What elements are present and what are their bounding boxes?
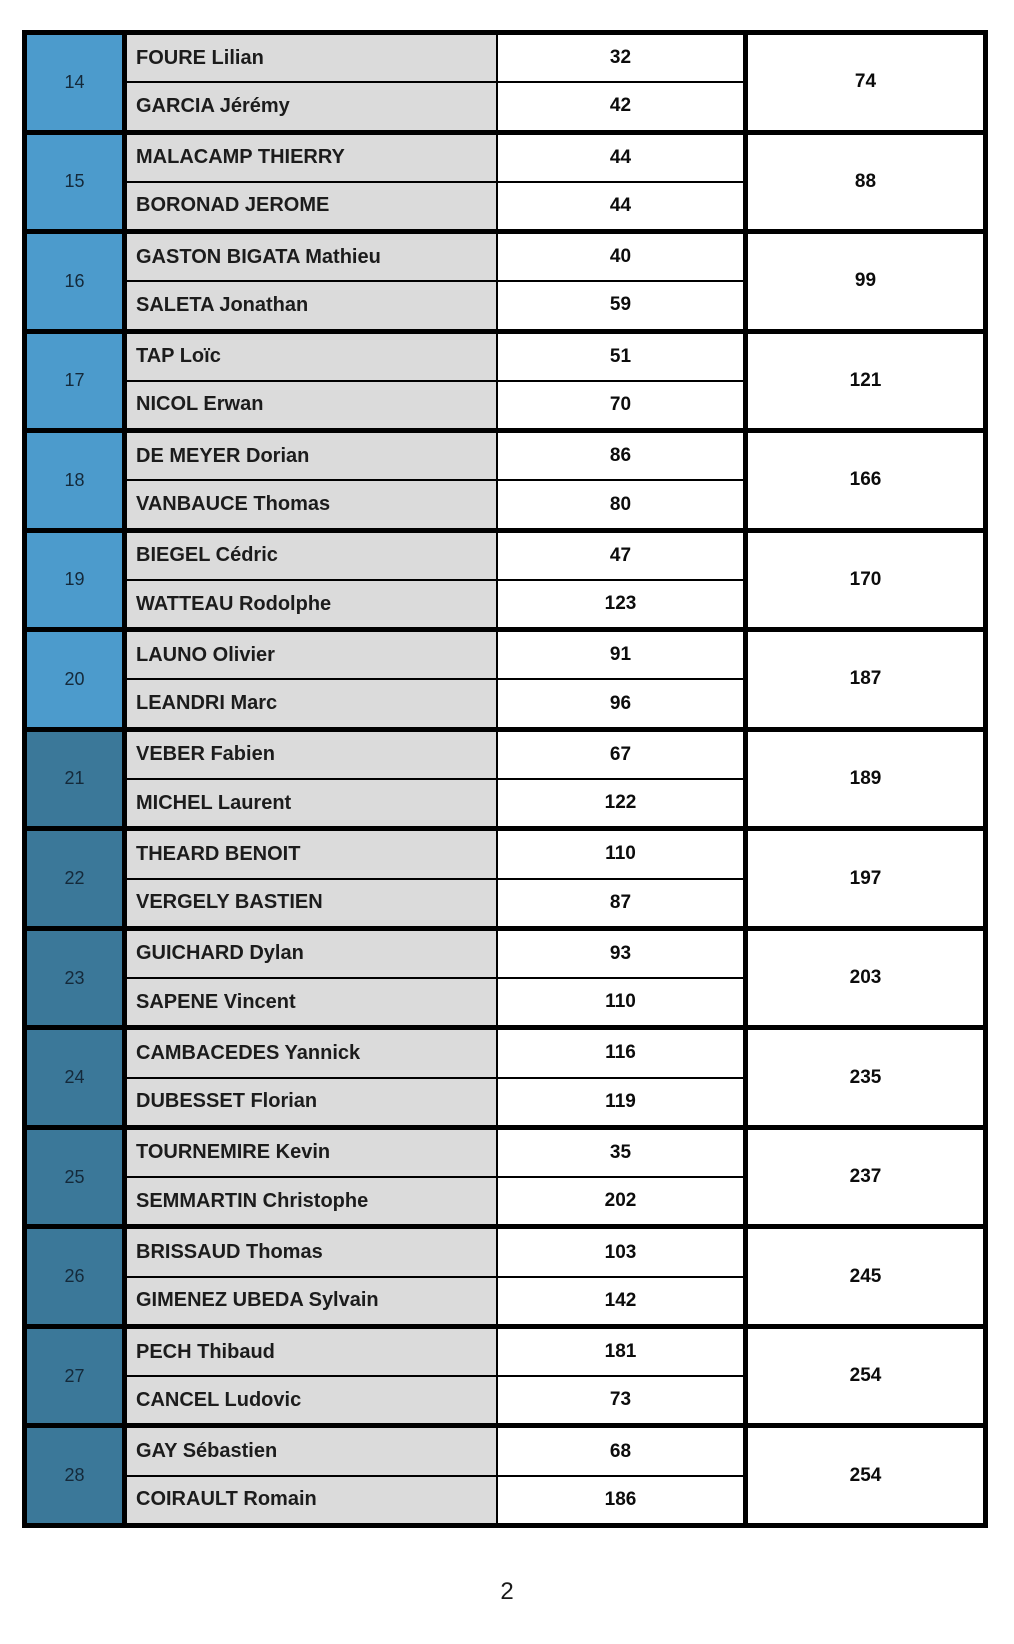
team-row-group — [27, 428, 983, 528]
team-row-group — [27, 627, 983, 727]
rank-cell: 17 — [27, 334, 127, 429]
player-row — [127, 732, 743, 780]
players-block — [127, 1428, 743, 1523]
player-score: 119 — [498, 1079, 743, 1125]
player-name: DUBESSET Florian — [127, 1079, 498, 1125]
team-row-group — [27, 528, 983, 628]
player-name: GASTON BIGATA Mathieu — [127, 234, 498, 280]
player-score: 186 — [498, 1477, 743, 1523]
players-block — [127, 433, 743, 528]
team-row-group — [27, 1125, 983, 1225]
players-block — [127, 831, 743, 926]
rank-cell: 22 — [27, 831, 127, 926]
players-block — [127, 732, 743, 827]
team-row-group — [27, 1224, 983, 1324]
players-block — [127, 135, 743, 230]
player-score: 42 — [498, 83, 743, 129]
player-name: MALACAMP THIERRY — [127, 135, 498, 181]
player-row — [127, 382, 743, 428]
player-name: PECH Thibaud — [127, 1329, 498, 1375]
team-total: 203 — [743, 931, 983, 1026]
player-name: VERGELY BASTIEN — [127, 880, 498, 926]
team-total: 254 — [743, 1428, 983, 1523]
players-block — [127, 1130, 743, 1225]
rank-cell: 27 — [27, 1329, 127, 1424]
player-score: 73 — [498, 1377, 743, 1423]
player-score: 67 — [498, 732, 743, 778]
player-row — [127, 334, 743, 382]
players-block — [127, 632, 743, 727]
results-table — [22, 30, 988, 1528]
player-row — [127, 433, 743, 481]
player-score: 59 — [498, 282, 743, 328]
player-name: DE MEYER Dorian — [127, 433, 498, 479]
players-block — [127, 1030, 743, 1125]
player-name: MICHEL Laurent — [127, 780, 498, 826]
player-row — [127, 1178, 743, 1224]
player-name: TAP Loïc — [127, 334, 498, 380]
rank-cell: 23 — [27, 931, 127, 1026]
player-score: 93 — [498, 931, 743, 977]
team-total: 121 — [743, 334, 983, 429]
team-row-group — [27, 1324, 983, 1424]
player-name: VANBAUCE Thomas — [127, 481, 498, 527]
team-total: 245 — [743, 1229, 983, 1324]
team-row-group — [27, 130, 983, 230]
player-name: WATTEAU Rodolphe — [127, 581, 498, 627]
rank-cell: 21 — [27, 732, 127, 827]
player-row — [127, 234, 743, 282]
player-score: 87 — [498, 880, 743, 926]
player-name: SEMMARTIN Christophe — [127, 1178, 498, 1224]
player-score: 142 — [498, 1278, 743, 1324]
team-row-group — [27, 35, 983, 130]
player-name: BIEGEL Cédric — [127, 533, 498, 579]
player-score: 91 — [498, 632, 743, 678]
player-row — [127, 831, 743, 879]
player-score: 86 — [498, 433, 743, 479]
player-row — [127, 931, 743, 979]
player-score: 110 — [498, 979, 743, 1025]
rank-cell: 28 — [27, 1428, 127, 1523]
player-score: 47 — [498, 533, 743, 579]
player-name: GUICHARD Dylan — [127, 931, 498, 977]
rank-cell: 26 — [27, 1229, 127, 1324]
player-name: GIMENEZ UBEDA Sylvain — [127, 1278, 498, 1324]
team-row-group — [27, 727, 983, 827]
player-name: CANCEL Ludovic — [127, 1377, 498, 1423]
team-total: 189 — [743, 732, 983, 827]
rank-cell: 16 — [27, 234, 127, 329]
player-score: 103 — [498, 1229, 743, 1275]
player-score: 32 — [498, 35, 743, 81]
rank-cell: 25 — [27, 1130, 127, 1225]
player-score: 110 — [498, 831, 743, 877]
team-total: 88 — [743, 135, 983, 230]
player-name: VEBER Fabien — [127, 732, 498, 778]
player-row — [127, 282, 743, 328]
player-name: FOURE Lilian — [127, 35, 498, 81]
players-block — [127, 35, 743, 130]
player-name: SAPENE Vincent — [127, 979, 498, 1025]
player-score: 123 — [498, 581, 743, 627]
team-total: 235 — [743, 1030, 983, 1125]
player-score: 44 — [498, 135, 743, 181]
team-total: 170 — [743, 533, 983, 628]
player-row — [127, 481, 743, 527]
rank-cell: 19 — [27, 533, 127, 628]
team-total: 99 — [743, 234, 983, 329]
team-total: 254 — [743, 1329, 983, 1424]
player-name: SALETA Jonathan — [127, 282, 498, 328]
player-row — [127, 1477, 743, 1523]
player-row — [127, 632, 743, 680]
player-row — [127, 1377, 743, 1423]
player-score: 44 — [498, 183, 743, 229]
player-row — [127, 979, 743, 1025]
player-row — [127, 1278, 743, 1324]
player-name: LEANDRI Marc — [127, 680, 498, 726]
team-row-group — [27, 229, 983, 329]
player-row — [127, 35, 743, 83]
team-total: 74 — [743, 35, 983, 130]
player-name: GAY Sébastien — [127, 1428, 498, 1474]
page-number: 2 — [500, 1578, 514, 1605]
player-row — [127, 880, 743, 926]
team-total: 197 — [743, 831, 983, 926]
player-row — [127, 1329, 743, 1377]
player-score: 116 — [498, 1030, 743, 1076]
player-row — [127, 581, 743, 627]
player-score: 96 — [498, 680, 743, 726]
rank-cell: 14 — [27, 35, 127, 130]
player-name: GARCIA Jérémy — [127, 83, 498, 129]
player-score: 40 — [498, 234, 743, 280]
rank-cell: 20 — [27, 632, 127, 727]
team-row-group — [27, 926, 983, 1026]
player-name: BORONAD JEROME — [127, 183, 498, 229]
team-row-group — [27, 1423, 983, 1523]
player-score: 35 — [498, 1130, 743, 1176]
player-score: 122 — [498, 780, 743, 826]
player-row — [127, 1130, 743, 1178]
player-row — [127, 1030, 743, 1078]
team-total: 237 — [743, 1130, 983, 1225]
player-score: 181 — [498, 1329, 743, 1375]
player-score: 202 — [498, 1178, 743, 1224]
players-block — [127, 234, 743, 329]
players-block — [127, 1229, 743, 1324]
player-row — [127, 135, 743, 183]
rank-cell: 24 — [27, 1030, 127, 1125]
player-row — [127, 533, 743, 581]
player-row — [127, 1229, 743, 1277]
team-row-group — [27, 329, 983, 429]
player-name: BRISSAUD Thomas — [127, 1229, 498, 1275]
player-row — [127, 780, 743, 826]
player-name: LAUNO Olivier — [127, 632, 498, 678]
team-row-group — [27, 826, 983, 926]
player-score: 68 — [498, 1428, 743, 1474]
players-block — [127, 931, 743, 1026]
player-row — [127, 83, 743, 129]
player-name: COIRAULT Romain — [127, 1477, 498, 1523]
team-total: 166 — [743, 433, 983, 528]
team-row-group — [27, 1025, 983, 1125]
players-block — [127, 1329, 743, 1424]
player-name: TOURNEMIRE Kevin — [127, 1130, 498, 1176]
player-row — [127, 1079, 743, 1125]
player-name: NICOL Erwan — [127, 382, 498, 428]
player-row — [127, 680, 743, 726]
player-score: 70 — [498, 382, 743, 428]
players-block — [127, 533, 743, 628]
rank-cell: 18 — [27, 433, 127, 528]
player-name: CAMBACEDES Yannick — [127, 1030, 498, 1076]
players-block — [127, 334, 743, 429]
player-score: 51 — [498, 334, 743, 380]
team-total: 187 — [743, 632, 983, 727]
player-score: 80 — [498, 481, 743, 527]
player-row — [127, 183, 743, 229]
player-row — [127, 1428, 743, 1476]
rank-cell: 15 — [27, 135, 127, 230]
player-name: THEARD BENOIT — [127, 831, 498, 877]
